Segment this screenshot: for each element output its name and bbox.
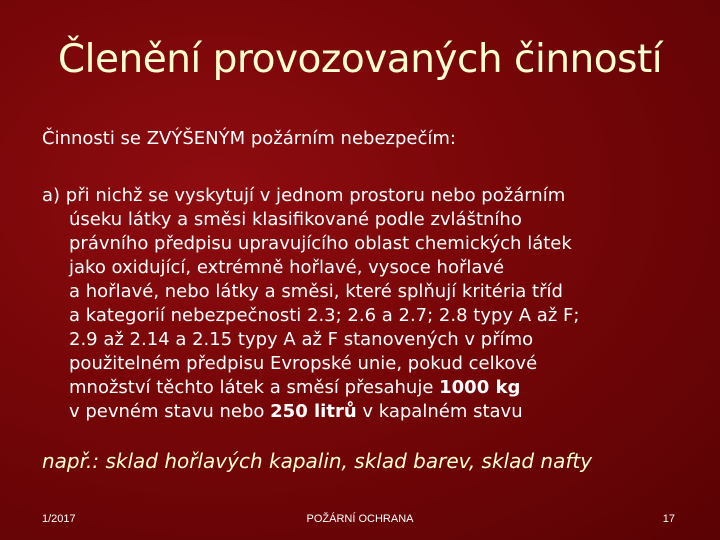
paragraph-line: a hořlavé, nebo látky a směsi, které splňují kritéria tříd	[69, 281, 563, 302]
paragraph-line: a kategorií nebezpečnosti 2.3; 2.6 a 2.7; 2.8 typy A až F;	[69, 305, 580, 326]
paragraph-line: úseku látky a směsi klasifikované podle zvláštního	[69, 209, 522, 230]
paragraph-line-amount	[69, 376, 692, 400]
intro-text: Činnosti se ZVÝŠENÝM požárním nebezpečím:	[42, 128, 456, 149]
paragraph-line: a) při nichž se vyskytují v jednom prostoru nebo požárním	[42, 185, 566, 206]
paragraph-line: použitelném předpisu Evropské unie, pokud celkové	[69, 353, 538, 374]
footer-date: 1/2017	[42, 513, 76, 525]
example-text: např.: sklad hořlavých kapalin, sklad barev, sklad nafty	[42, 449, 593, 473]
paragraph-continuation	[42, 208, 692, 424]
paragraph-line: právního předpisu upravujícího oblast chemických látek	[69, 233, 572, 254]
amount-prefix: množství těchto látek a směsí přesahuje	[69, 377, 440, 398]
slide-title: Členění provozovaných činností	[57, 37, 663, 82]
amount-liquid: 250 litrů	[270, 401, 357, 422]
paragraph-line: jako oxidující, extrémně hořlavé, vysoce hořlavé	[69, 257, 505, 278]
paragraph-line: 2.9 až 2.14 a 2.15 typy A až F stanovených v přímo	[69, 329, 534, 350]
footer-page-number: 17	[662, 513, 675, 525]
last-prefix: v pevném stavu nebo	[69, 401, 271, 422]
amount-solid: 1000 kg	[439, 377, 521, 398]
footer-title: POŽÁRNÍ OCHRANA	[306, 513, 414, 525]
activity-paragraph	[42, 184, 692, 424]
paragraph-line-last	[69, 400, 692, 424]
last-suffix: v kapalném stavu	[356, 401, 523, 422]
